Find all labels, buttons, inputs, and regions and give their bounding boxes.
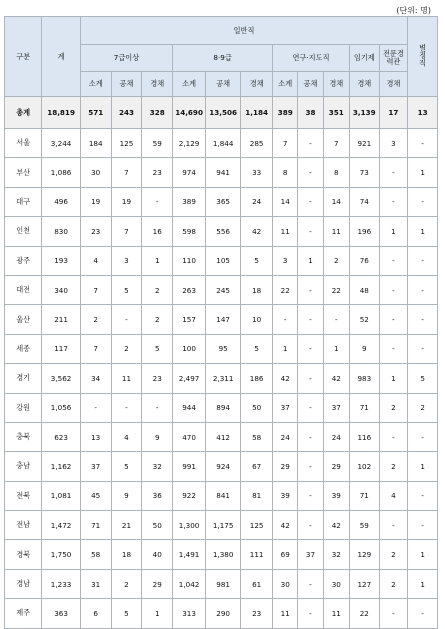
cell-r-open: - [298,511,323,540]
table-row [5,217,438,246]
cell-total: 363 [42,599,80,628]
cell-special: 1 [408,217,438,246]
cell-r-career: 351 [323,97,349,129]
cell-region: 경남 [5,569,42,598]
cell-r-career: 7 [323,129,349,158]
cell-special: 1 [408,158,438,187]
cell-total: 1,086 [42,158,80,187]
cell-r-career: 42 [323,364,349,393]
cell-g7-sub: 45 [80,481,111,510]
cell-g89-open: 105 [206,246,241,275]
cell-r-career: 30 [323,569,349,598]
cell-region: 서울 [5,129,42,158]
cell-r-sub: 42 [273,511,298,540]
cell-r-open: - [298,305,323,334]
cell-g7-career: 50 [142,511,173,540]
cell-total: 623 [42,422,80,451]
cell-expert: 2 [379,452,408,481]
cell-temp: 129 [349,540,379,569]
cell-expert: - [379,334,408,363]
cell-g7-open: 125 [111,129,142,158]
table-row [5,129,438,158]
cell-g89-sub: 263 [173,275,206,304]
cell-temp: 127 [349,569,379,598]
cell-g89-sub: 313 [173,599,206,628]
cell-r-sub: 22 [273,275,298,304]
cell-g7-career: - [142,393,173,422]
cell-r-open: - [298,275,323,304]
header-temp-career: 경채 [349,72,379,97]
cell-g89-career: 58 [241,422,273,451]
cell-total: 1,056 [42,393,80,422]
cell-total: 830 [42,217,80,246]
table-row [5,481,438,510]
cell-g7-career: 36 [142,481,173,510]
cell-region: 충북 [5,422,42,451]
cell-g89-career: 50 [241,393,273,422]
cell-g7-career: 9 [142,422,173,451]
cell-g7-sub: 4 [80,246,111,275]
cell-r-sub: 1 [273,334,298,363]
cell-special: - [408,481,438,510]
cell-region: 전남 [5,511,42,540]
cell-r-sub: 37 [273,393,298,422]
cell-r-open: - [298,129,323,158]
cell-g89-open: 981 [206,569,241,598]
cell-r-open: - [298,569,323,598]
cell-r-open: - [298,599,323,628]
cell-r-sub: 39 [273,481,298,510]
header-g89-open: 공채 [206,72,241,97]
cell-region: 충남 [5,452,42,481]
cell-expert: - [379,511,408,540]
cell-g89-career: 5 [241,246,273,275]
cell-region: 경북 [5,540,42,569]
cell-g7-open: 2 [111,334,142,363]
cell-r-open: - [298,393,323,422]
cell-r-career: 8 [323,158,349,187]
cell-region: 강원 [5,393,42,422]
cell-g89-open: 556 [206,217,241,246]
cell-expert: - [379,305,408,334]
cell-temp: 116 [349,422,379,451]
cell-total: 3,244 [42,129,80,158]
header-research: 연구·지도직 [273,45,350,72]
cell-r-sub: 7 [273,129,298,158]
cell-g89-career: 5 [241,334,273,363]
table-row [5,422,438,451]
cell-r-career: 39 [323,481,349,510]
cell-expert: 17 [379,97,408,129]
cell-r-sub: 42 [273,364,298,393]
cell-total: 1,162 [42,452,80,481]
cell-temp: 71 [349,481,379,510]
cell-special: - [408,305,438,334]
cell-g7-open: 243 [111,97,142,129]
cell-g89-career: 67 [241,452,273,481]
header-g7-career: 경채 [142,72,173,97]
cell-special: - [408,422,438,451]
cell-g7-sub: 571 [80,97,111,129]
cell-r-sub: 24 [273,422,298,451]
cell-g7-open: 21 [111,511,142,540]
header-region: 구분 [5,17,42,97]
cell-g7-sub: 30 [80,158,111,187]
cell-total: 1,750 [42,540,80,569]
cell-r-open: - [298,422,323,451]
cell-r-open: - [298,158,323,187]
cell-expert: 3 [379,129,408,158]
cell-g7-open: 9 [111,481,142,510]
header-r-open: 공채 [298,72,323,97]
total-row [5,97,438,129]
header-g89-subtotal: 소계 [173,72,206,97]
cell-temp: 76 [349,246,379,275]
cell-g7-sub: 58 [80,540,111,569]
cell-r-career: 42 [323,511,349,540]
header-special: 별정직 [408,17,438,97]
cell-total: 1,081 [42,481,80,510]
cell-g89-open: 147 [206,305,241,334]
table-row [5,511,438,540]
cell-expert: - [379,187,408,216]
cell-g89-sub: 922 [173,481,206,510]
cell-g89-career: 61 [241,569,273,598]
cell-r-career: 1 [323,334,349,363]
cell-g7-sub: 34 [80,364,111,393]
cell-g7-sub: 13 [80,422,111,451]
cell-expert: 1 [379,364,408,393]
cell-g89-career: 24 [241,187,273,216]
cell-total: 3,562 [42,364,80,393]
cell-region: 전북 [5,481,42,510]
table-row [5,275,438,304]
table-row [5,187,438,216]
cell-g89-open: 941 [206,158,241,187]
table-row [5,540,438,569]
cell-expert: - [379,422,408,451]
header-g89-career: 경채 [241,72,273,97]
cell-r-open: 1 [298,246,323,275]
cell-g7-sub: 7 [80,275,111,304]
cell-g89-open: 13,506 [206,97,241,129]
cell-g89-sub: 2,129 [173,129,206,158]
cell-r-sub: 3 [273,246,298,275]
unit-note: (단위: 명) [396,6,431,15]
cell-r-career: 11 [323,599,349,628]
cell-temp: 73 [349,158,379,187]
cell-r-sub: 11 [273,217,298,246]
cell-g89-open: 290 [206,599,241,628]
cell-temp: 196 [349,217,379,246]
cell-g89-sub: 991 [173,452,206,481]
cell-g89-sub: 1,491 [173,540,206,569]
cell-r-career: 14 [323,187,349,216]
table-row [5,393,438,422]
cell-g7-career: - [142,187,173,216]
cell-g7-career: 29 [142,569,173,598]
cell-special: - [408,334,438,363]
cell-g89-career: 1,184 [241,97,273,129]
cell-g89-sub: 1,042 [173,569,206,598]
cell-total: 496 [42,187,80,216]
cell-r-open: - [298,364,323,393]
cell-g7-sub: 31 [80,569,111,598]
cell-r-sub: 29 [273,452,298,481]
cell-special: 1 [408,540,438,569]
cell-region: 경기 [5,364,42,393]
cell-g89-career: 18 [241,275,273,304]
cell-g7-open: 7 [111,217,142,246]
header-temp: 임기제 [349,45,379,72]
cell-expert: 1 [379,217,408,246]
cell-g7-open: 4 [111,422,142,451]
cell-g7-career: 23 [142,158,173,187]
cell-g7-career: 1 [142,599,173,628]
cell-total: 1,472 [42,511,80,540]
cell-g89-sub: 157 [173,305,206,334]
cell-special: - [408,187,438,216]
cell-special: - [408,275,438,304]
cell-special: - [408,129,438,158]
cell-g7-open: 5 [111,599,142,628]
cell-special: 2 [408,393,438,422]
cell-region: 대구 [5,187,42,216]
cell-g7-sub: 71 [80,511,111,540]
header-total: 계 [42,17,80,97]
cell-total: 211 [42,305,80,334]
cell-g89-career: 111 [241,540,273,569]
cell-r-sub: - [273,305,298,334]
cell-g89-sub: 1,300 [173,511,206,540]
cell-special: 1 [408,569,438,598]
cell-g89-open: 1,175 [206,511,241,540]
cell-special: 1 [408,452,438,481]
cell-g7-sub: - [80,393,111,422]
cell-g7-open: - [111,393,142,422]
cell-g7-open: 18 [111,540,142,569]
cell-expert: - [379,246,408,275]
cell-r-open: - [298,217,323,246]
cell-r-sub: 69 [273,540,298,569]
cell-r-sub: 30 [273,569,298,598]
cell-g7-sub: 23 [80,217,111,246]
cell-temp: 9 [349,334,379,363]
header-expert-career: 경채 [379,72,408,97]
cell-special: - [408,599,438,628]
cell-g89-sub: 110 [173,246,206,275]
cell-temp: 3,139 [349,97,379,129]
cell-r-sub: 14 [273,187,298,216]
cell-r-career: 22 [323,275,349,304]
cell-g89-open: 924 [206,452,241,481]
cell-g89-open: 1,844 [206,129,241,158]
header-g7-open: 공채 [111,72,142,97]
cell-r-open: - [298,481,323,510]
cell-g89-career: 125 [241,511,273,540]
cell-g7-career: 2 [142,305,173,334]
header-expert: 전문경력관 [379,45,408,72]
cell-g89-sub: 944 [173,393,206,422]
cell-region: 광주 [5,246,42,275]
table-body [5,97,438,629]
cell-g7-sub: 37 [80,452,111,481]
cell-g89-open: 1,380 [206,540,241,569]
cell-r-sub: 11 [273,599,298,628]
cell-g7-open: 7 [111,158,142,187]
cell-r-career: - [323,305,349,334]
cell-special: - [408,246,438,275]
cell-r-career: 32 [323,540,349,569]
cell-g89-open: 841 [206,481,241,510]
cell-g7-sub: 2 [80,305,111,334]
cell-g89-sub: 598 [173,217,206,246]
cell-g89-sub: 14,690 [173,97,206,129]
cell-g7-sub: 19 [80,187,111,216]
cell-temp: 102 [349,452,379,481]
cell-total: 117 [42,334,80,363]
header-r-career: 경채 [323,72,349,97]
cell-expert: 2 [379,540,408,569]
header-grade7: 7급이상 [80,45,172,72]
cell-g7-career: 5 [142,334,173,363]
cell-r-open: - [298,452,323,481]
cell-g89-open: 365 [206,187,241,216]
cell-special: 5 [408,364,438,393]
table-row [5,246,438,275]
cell-temp: 48 [349,275,379,304]
cell-g89-career: 285 [241,129,273,158]
cell-r-career: 11 [323,217,349,246]
table-row [5,599,438,628]
cell-g7-open: 2 [111,569,142,598]
cell-expert: 2 [379,569,408,598]
cell-g89-career: 81 [241,481,273,510]
cell-g7-sub: 184 [80,129,111,158]
cell-g89-sub: 389 [173,187,206,216]
cell-special: - [408,511,438,540]
cell-region: 제주 [5,599,42,628]
cell-g7-sub: 6 [80,599,111,628]
cell-temp: 983 [349,364,379,393]
cell-g7-open: - [111,305,142,334]
cell-region: 울산 [5,305,42,334]
cell-g7-open: 5 [111,452,142,481]
cell-g7-career: 328 [142,97,173,129]
cell-expert: - [379,158,408,187]
cell-region: 부산 [5,158,42,187]
cell-r-open: 38 [298,97,323,129]
cell-g89-sub: 2,497 [173,364,206,393]
cell-r-career: 29 [323,452,349,481]
cell-g89-open: 95 [206,334,241,363]
cell-g7-career: 1 [142,246,173,275]
cell-region: 인천 [5,217,42,246]
cell-r-sub: 8 [273,158,298,187]
cell-g7-career: 59 [142,129,173,158]
cell-total: 18,819 [42,97,80,129]
cell-expert: - [379,275,408,304]
table-row [5,452,438,481]
cell-temp: 921 [349,129,379,158]
cell-total: 193 [42,246,80,275]
cell-g7-open: 5 [111,275,142,304]
cell-temp: 59 [349,511,379,540]
cell-g89-open: 2,311 [206,364,241,393]
cell-g7-career: 2 [142,275,173,304]
cell-r-open: 37 [298,540,323,569]
cell-r-career: 2 [323,246,349,275]
cell-temp: 52 [349,305,379,334]
cell-total: 340 [42,275,80,304]
cell-g7-career: 40 [142,540,173,569]
cell-r-open: - [298,334,323,363]
cell-temp: 22 [349,599,379,628]
cell-g89-sub: 974 [173,158,206,187]
table-row [5,334,438,363]
cell-g89-sub: 100 [173,334,206,363]
cell-r-career: 24 [323,422,349,451]
cell-g89-career: 33 [241,158,273,187]
cell-expert: 4 [379,481,408,510]
cell-temp: 74 [349,187,379,216]
cell-region: 총계 [5,97,42,129]
cell-g7-sub: 7 [80,334,111,363]
cell-temp: 71 [349,393,379,422]
cell-g89-open: 894 [206,393,241,422]
header-grade89: 8·9급 [173,45,273,72]
header-r-subtotal: 소계 [273,72,298,97]
cell-g89-sub: 470 [173,422,206,451]
table-row [5,364,438,393]
table-row [5,305,438,334]
table-row [5,569,438,598]
cell-g7-open: 3 [111,246,142,275]
cell-r-open: - [298,187,323,216]
cell-expert: 2 [379,393,408,422]
cell-region: 대전 [5,275,42,304]
cell-g89-open: 245 [206,275,241,304]
cell-total: 1,233 [42,569,80,598]
cell-region: 세종 [5,334,42,363]
cell-g89-career: 42 [241,217,273,246]
recruitment-table [4,16,438,629]
cell-g7-career: 32 [142,452,173,481]
header-general: 일반직 [80,17,407,45]
cell-g89-career: 10 [241,305,273,334]
cell-g89-open: 412 [206,422,241,451]
cell-r-sub: 389 [273,97,298,129]
cell-special: 13 [408,97,438,129]
cell-g7-open: 19 [111,187,142,216]
cell-g89-career: 186 [241,364,273,393]
cell-r-career: 37 [323,393,349,422]
header-g7-subtotal: 소계 [80,72,111,97]
cell-g7-career: 23 [142,364,173,393]
cell-expert: - [379,599,408,628]
cell-g89-career: 23 [241,599,273,628]
cell-g7-open: 11 [111,364,142,393]
cell-g7-career: 16 [142,217,173,246]
table-row [5,158,438,187]
